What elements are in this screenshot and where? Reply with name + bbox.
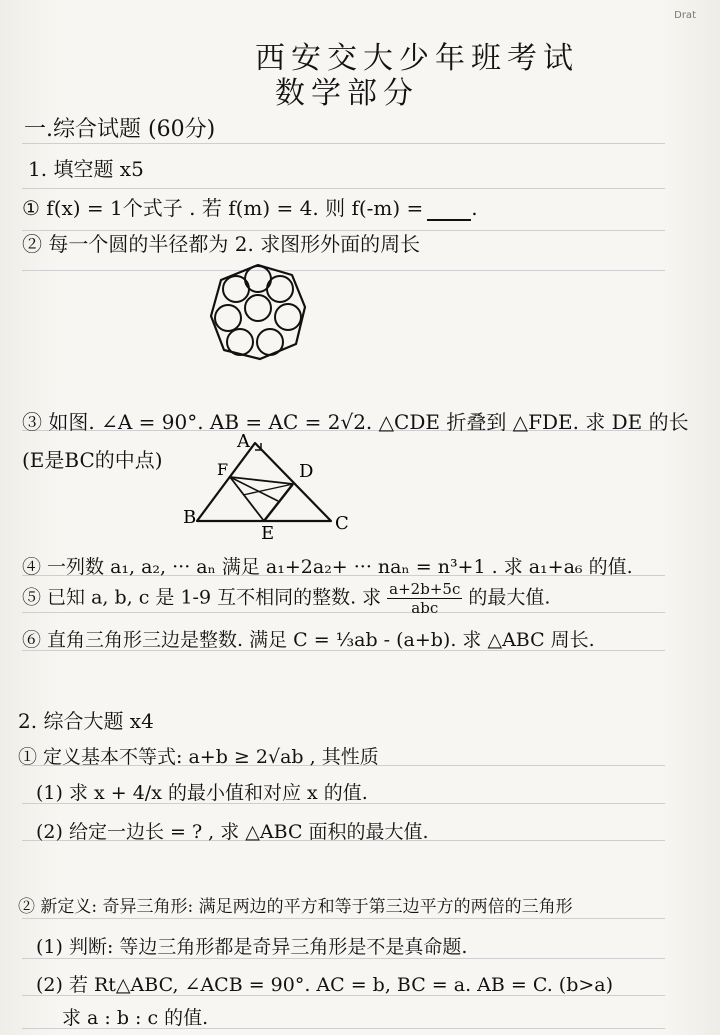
question-3-line2: (E是BC的中点) — [22, 448, 163, 472]
fraction-denominator: abc — [411, 599, 439, 617]
corner-mark: Drat — [674, 10, 696, 21]
fill-blank-heading: 1. 填空题 x5 — [28, 157, 144, 181]
problem-2-line2: (1) 判断: 等边三角形都是奇异三角形是不是真命题. — [36, 936, 468, 958]
question-5 — [22, 580, 550, 617]
question-1 — [22, 192, 478, 221]
ruled-line — [22, 270, 665, 271]
label-C: C — [335, 513, 349, 534]
problem-1-line2: (1) 求 x + 4/x 的最小值和对应 x 的值. — [36, 782, 368, 804]
question-2: ② 每一个圆的半径都为 2. 求图形外面的周长 — [22, 232, 421, 256]
section2-heading: 2. 综合大题 x4 — [18, 709, 154, 733]
label-B: B — [183, 507, 197, 528]
question-3-line1: ③ 如图. ∠A = 90°. AB = AC = 2√2. △CDE 折叠到 △FDE. 求 DE 的长 — [22, 410, 689, 434]
ruled-line — [22, 143, 665, 144]
problem-2-line3: (2) 若 Rt△ABC, ∠ACB = 90°. AC = b, BC = a. AB = C. (b>a) — [36, 974, 614, 996]
problem-2-line1: ② 新定义: 奇异三角形: 满足两边的平方和等于第三边平方的两倍的三角形 — [18, 897, 573, 917]
section1-heading: 一.综合试题 (60分) — [24, 117, 216, 142]
question-5-after: 的最大值. — [468, 586, 551, 609]
ruled-line — [22, 918, 665, 919]
question-6: ⑥ 直角三角形三边是整数. 满足 C = ⅓ab - (a+b). 求 △ABC 周长. — [22, 629, 595, 651]
fraction — [387, 580, 462, 617]
exam-title: 西安交大少年班考试 — [255, 41, 579, 76]
problem-2-line4: 求 a : b : c 的值. — [62, 1007, 209, 1029]
problem-1-line1: ① 定义基本不等式: a+b ≥ 2√ab , 其性质 — [18, 746, 379, 768]
question-4: ④ 一列数 a₁, a₂, ··· aₙ 满足 a₁+2a₂+ ··· naₙ = n³+1 . 求 a₁+a₆ 的值. — [22, 556, 633, 578]
label-F: F — [217, 460, 229, 479]
fraction-numerator: a+2b+5c — [389, 580, 461, 598]
circles-figure — [208, 262, 308, 362]
question-1-text: ① f(x) = 1个式子 . 若 f(m) = 4. 则 f(-m) = — [22, 196, 424, 220]
label-E: E — [261, 523, 275, 544]
triangle-figure — [183, 425, 385, 544]
label-A: A — [237, 431, 250, 452]
ruled-line — [22, 188, 665, 189]
question-1-tail: . — [471, 196, 478, 220]
exam-subtitle: 数学部分 — [275, 76, 419, 111]
problem-1-line3: (2) 给定一边长 = ? , 求 △ABC 面积的最大值. — [36, 821, 429, 843]
answer-blank — [427, 199, 471, 221]
question-5-before: ⑤ 已知 a, b, c 是 1-9 互不相同的整数. 求 — [22, 586, 382, 609]
label-D: D — [299, 461, 314, 482]
